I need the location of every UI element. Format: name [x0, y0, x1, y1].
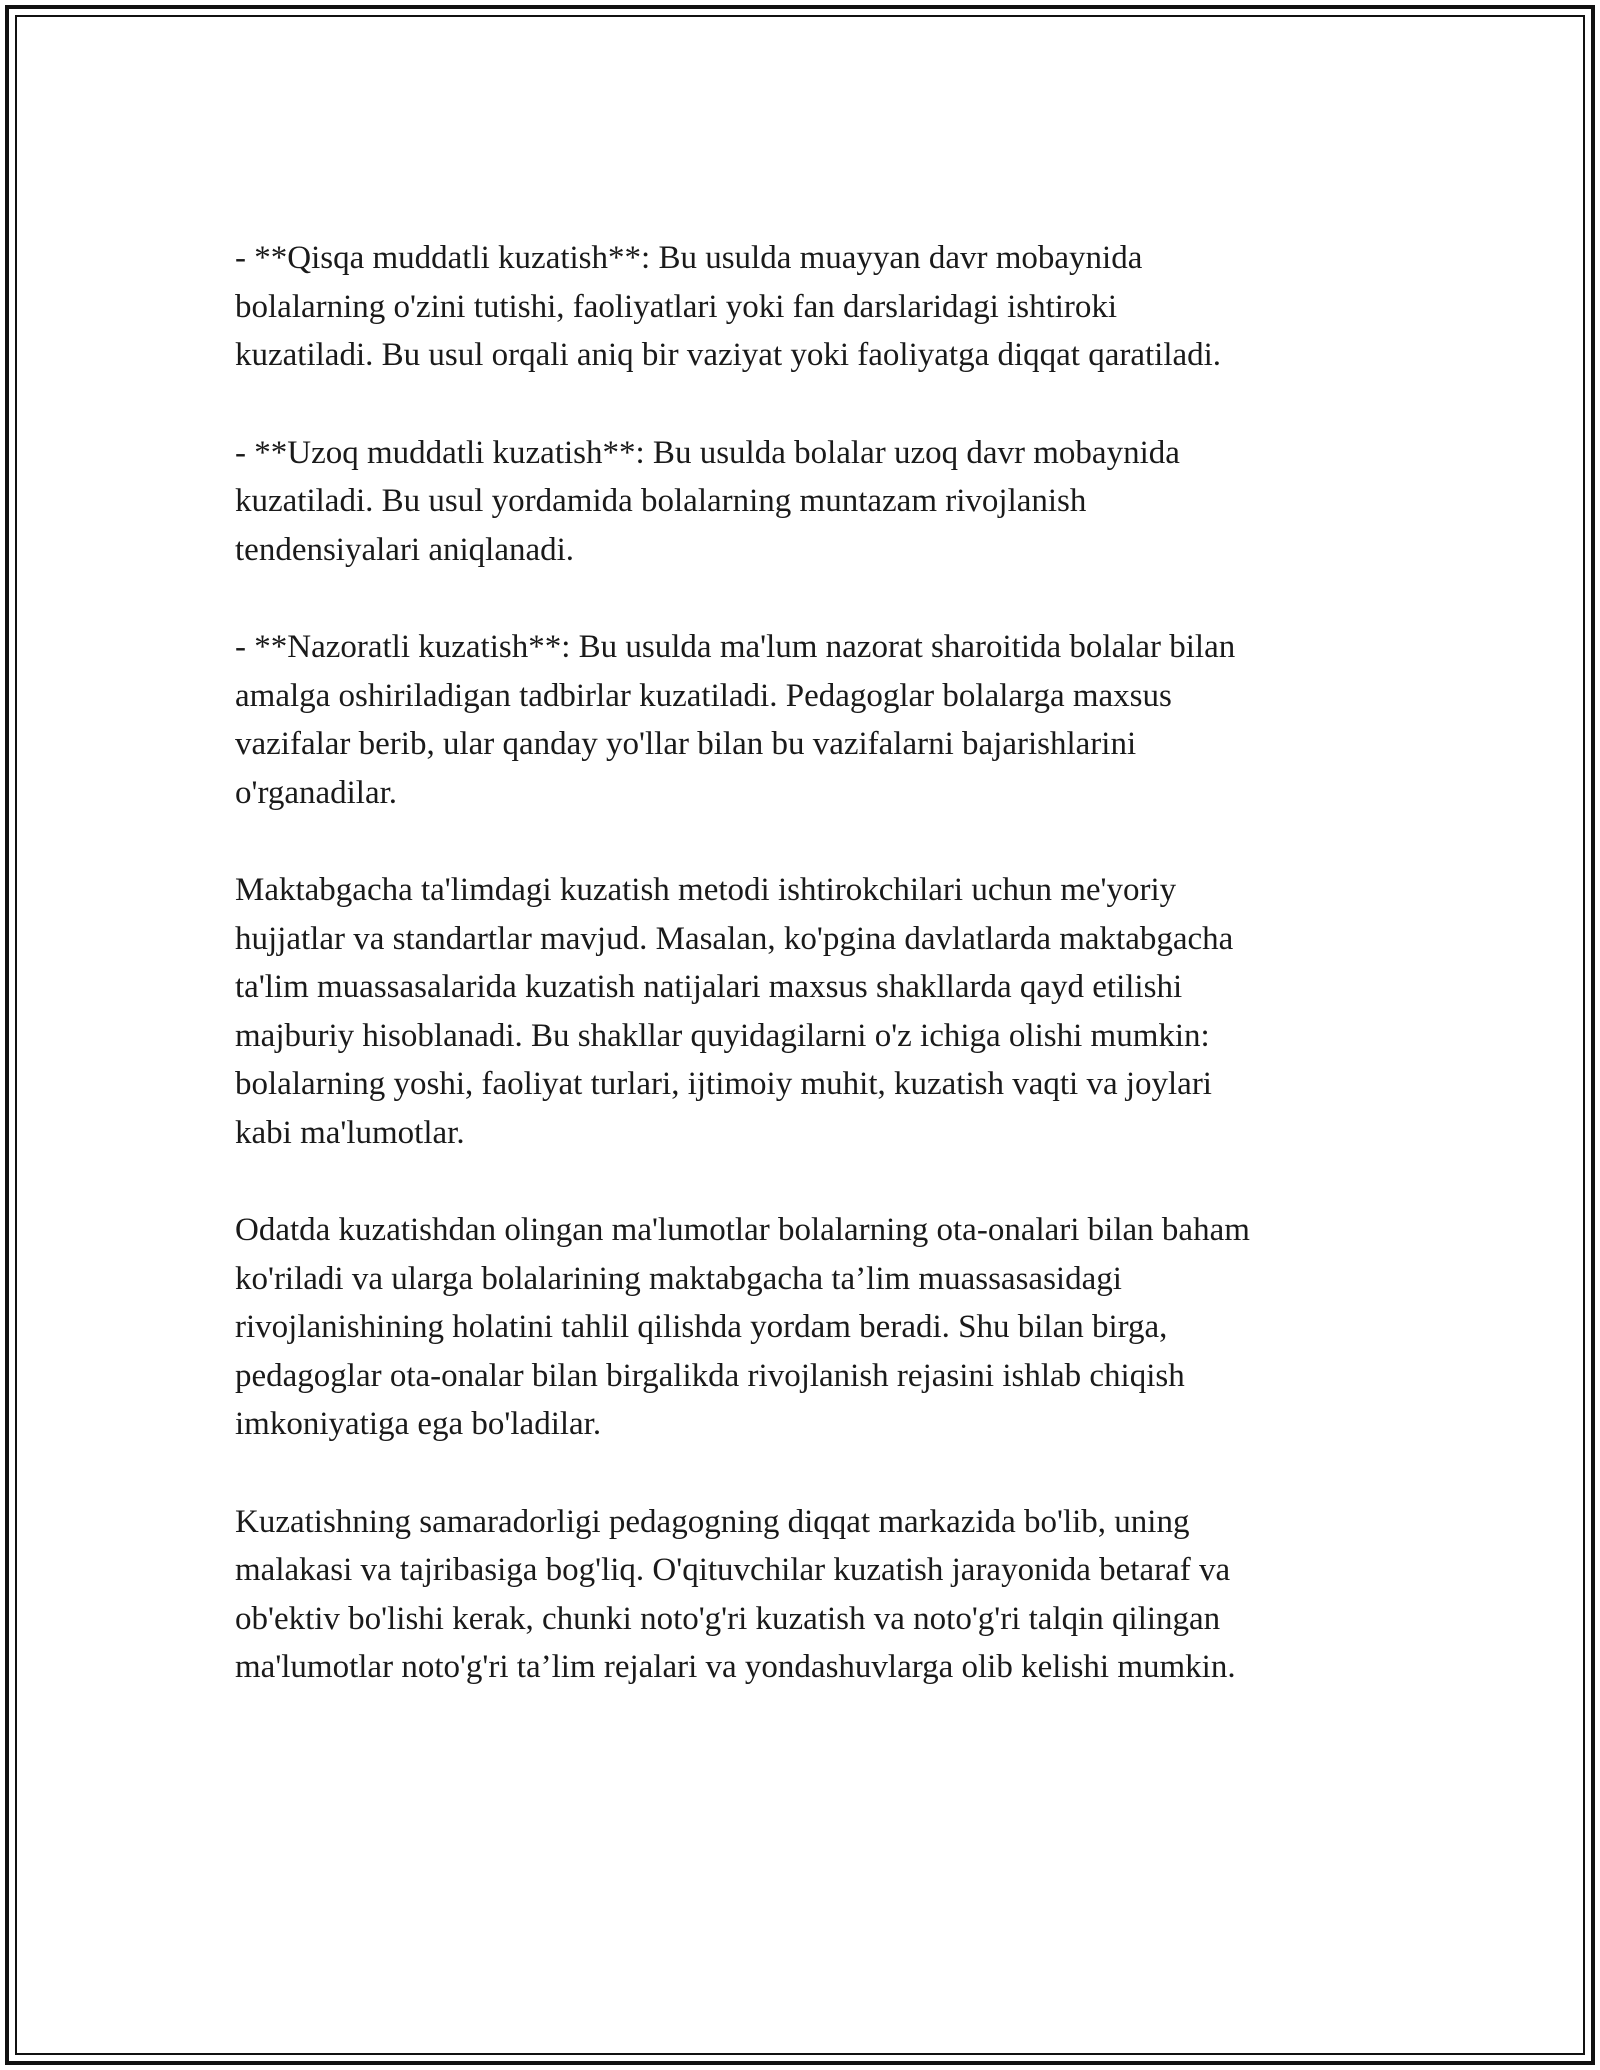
document-body [235, 234, 1375, 1692]
paragraph-long-term-observation: - **Uzoq muddatli kuzatish**: Bu usulda bolalar uzoq davr mobaynida kuzatiladi. Bu usul yordamida bolalarning muntazam rivojlanish tendensiyalari aniqlanadi. [235, 434, 1180, 568]
paragraph-normative-documents: Maktabgacha ta'limdagi kuzatish metodi ishtirokchilari uchun me'yoriy hujjatlar va standartlar mavjud. Masalan, ko'pgina davlatlarda maktabgacha ta'lim muassasalarida kuzatish natijalari maxsus shakllarda qayd etilishi majburiy hisoblanadi. Bu shakllar quyidagilarni o'z ichiga olishi mumkin: bolalarning yoshi, faoliyat turlari, ijtimoiy muhit, kuzatish vaqti va joylari kabi ma'lumotlar. [235, 872, 1234, 1151]
paragraph-effectiveness: Kuzatishning samaradorligi pedagogning diqqat markazida bo'lib, uning malakasi va tajribasiga bog'liq. O'qituvchilar kuzatish jarayonida betaraf va ob'ektiv bo'lishi kerak, chunki noto'g'ri kuzatish va noto'g'ri talqin qilingan ma'lumotlar noto'g'ri ta’lim rejalari va yondashuvlarga olib kelishi mumkin. [235, 1503, 1236, 1685]
paragraph-parents-sharing: Odatda kuzatishdan olingan ma'lumotlar bolalarning ota-onalari bilan baham ko'riladi va ularga bolalarining maktabgacha ta’lim muassasasidagi rivojlanishining holatini tahlil qilishda yordam beradi. Shu bilan birga, pedagoglar ota-onalar bilan birgalikda rivojlanish rejasini ishlab chiqish imkoniyatiga ega bo'ladilar. [235, 1212, 1250, 1442]
paragraph-controlled-observation: - **Nazoratli kuzatish**: Bu usulda ma'lum nazorat sharoitida bolalar bilan amalga oshiriladigan tadbirlar kuzatiladi. Pedagoglar bolalarga maxsus vazifalar berib, ular qanday yo'llar bilan bu vazifalarni bajarishlarini o'rganadilar. [235, 629, 1236, 811]
paragraph-short-term-observation: - **Qisqa muddatli kuzatish**: Bu usulda muayyan davr mobaynida bolalarning o'zini tutishi, faoliyatlari yoki fan darslaridagi ishtiroki kuzatiladi. Bu usul orqali aniq bir vaziyat yoki faoliyatga diqqat qaratiladi. [235, 240, 1222, 373]
